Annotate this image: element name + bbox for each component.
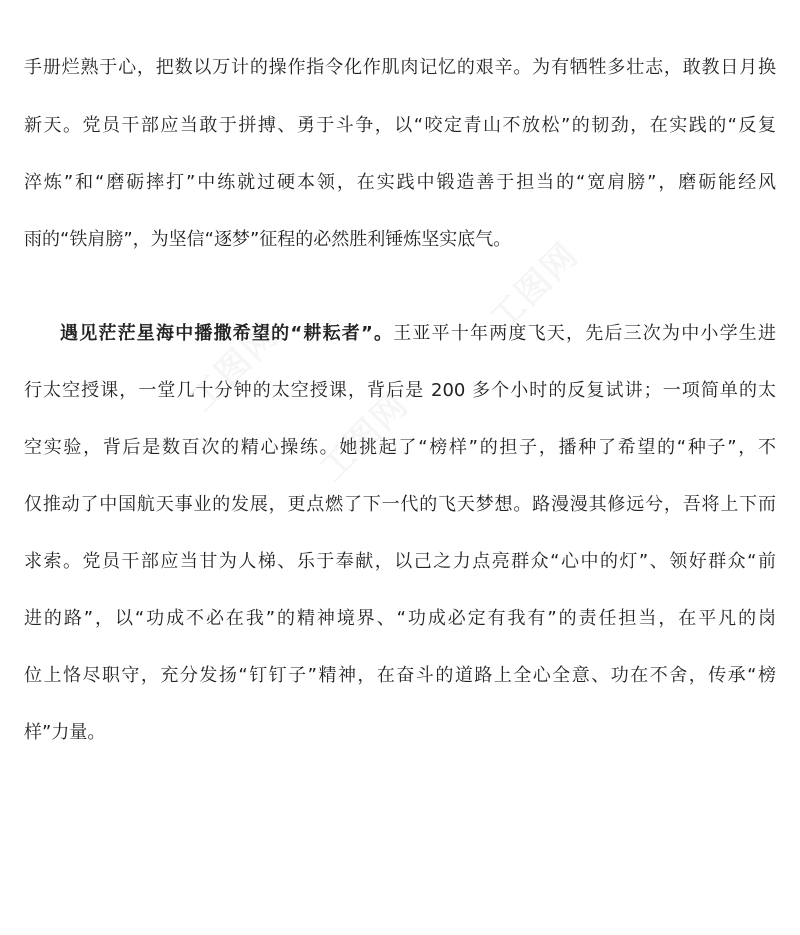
watermark-text [306, 356, 433, 483]
paragraph-text: 王亚平十年两度飞天，先后三次为中小学生进 [393, 323, 776, 344]
text-line: 行太空授课，一堂几十分钟的太空授课，背后是 200 多个小时的反复试讲；一项简单的太 [24, 380, 776, 401]
text-line: 雨的“铁肩膀”，为坚信“逐梦”征程的必然胜利锤炼坚实底气。 [24, 229, 512, 250]
text-line: 淬炼”和“磨砺摔打”中练就过硬本领，在实践中锻造善于担当的“宽肩膀”，磨砺能经风 [24, 172, 776, 193]
watermark-text [476, 206, 603, 333]
text-line: 新天。党员干部应当敢于拼搏、勇于斗争，以“咬定青山不放松”的韧劲，在实践的“反复 [24, 115, 776, 136]
paragraph-heading: 遇见茫茫星海中播撒希望的“耕耘者”。 [60, 323, 394, 344]
text-line: 进的路”，以“功成不必在我”的精神境界、“功成必定有我有”的责任担当，在平凡的岗 [24, 608, 776, 629]
text-line: 手册烂熟于心，把数以万计的操作指令化作肌肉记忆的艰辛。为有牺牲多壮志，敢教日月换 [24, 57, 776, 78]
text-line: 位上恪尽职守，充分发扬“钉钉子”精神，在奋斗的道路上全心全意、功在不舍，传承“榜 [24, 665, 776, 686]
text-line: 样”力量。 [24, 722, 106, 743]
text-line: 仅推动了中国航天事业的发展，更点燃了下一代的飞天梦想。路漫漫其修远兮，吾将上下而 [24, 494, 776, 515]
text-line: 空实验，背后是数百次的精心操练。她挑起了“榜样”的担子，播种了希望的“种子”，不 [24, 437, 776, 458]
text-line: 求索。党员干部应当甘为人梯、乐于奉献，以己之力点亮群众“心中的灯”、领好群众“前 [24, 551, 776, 572]
text-line [24, 322, 776, 346]
